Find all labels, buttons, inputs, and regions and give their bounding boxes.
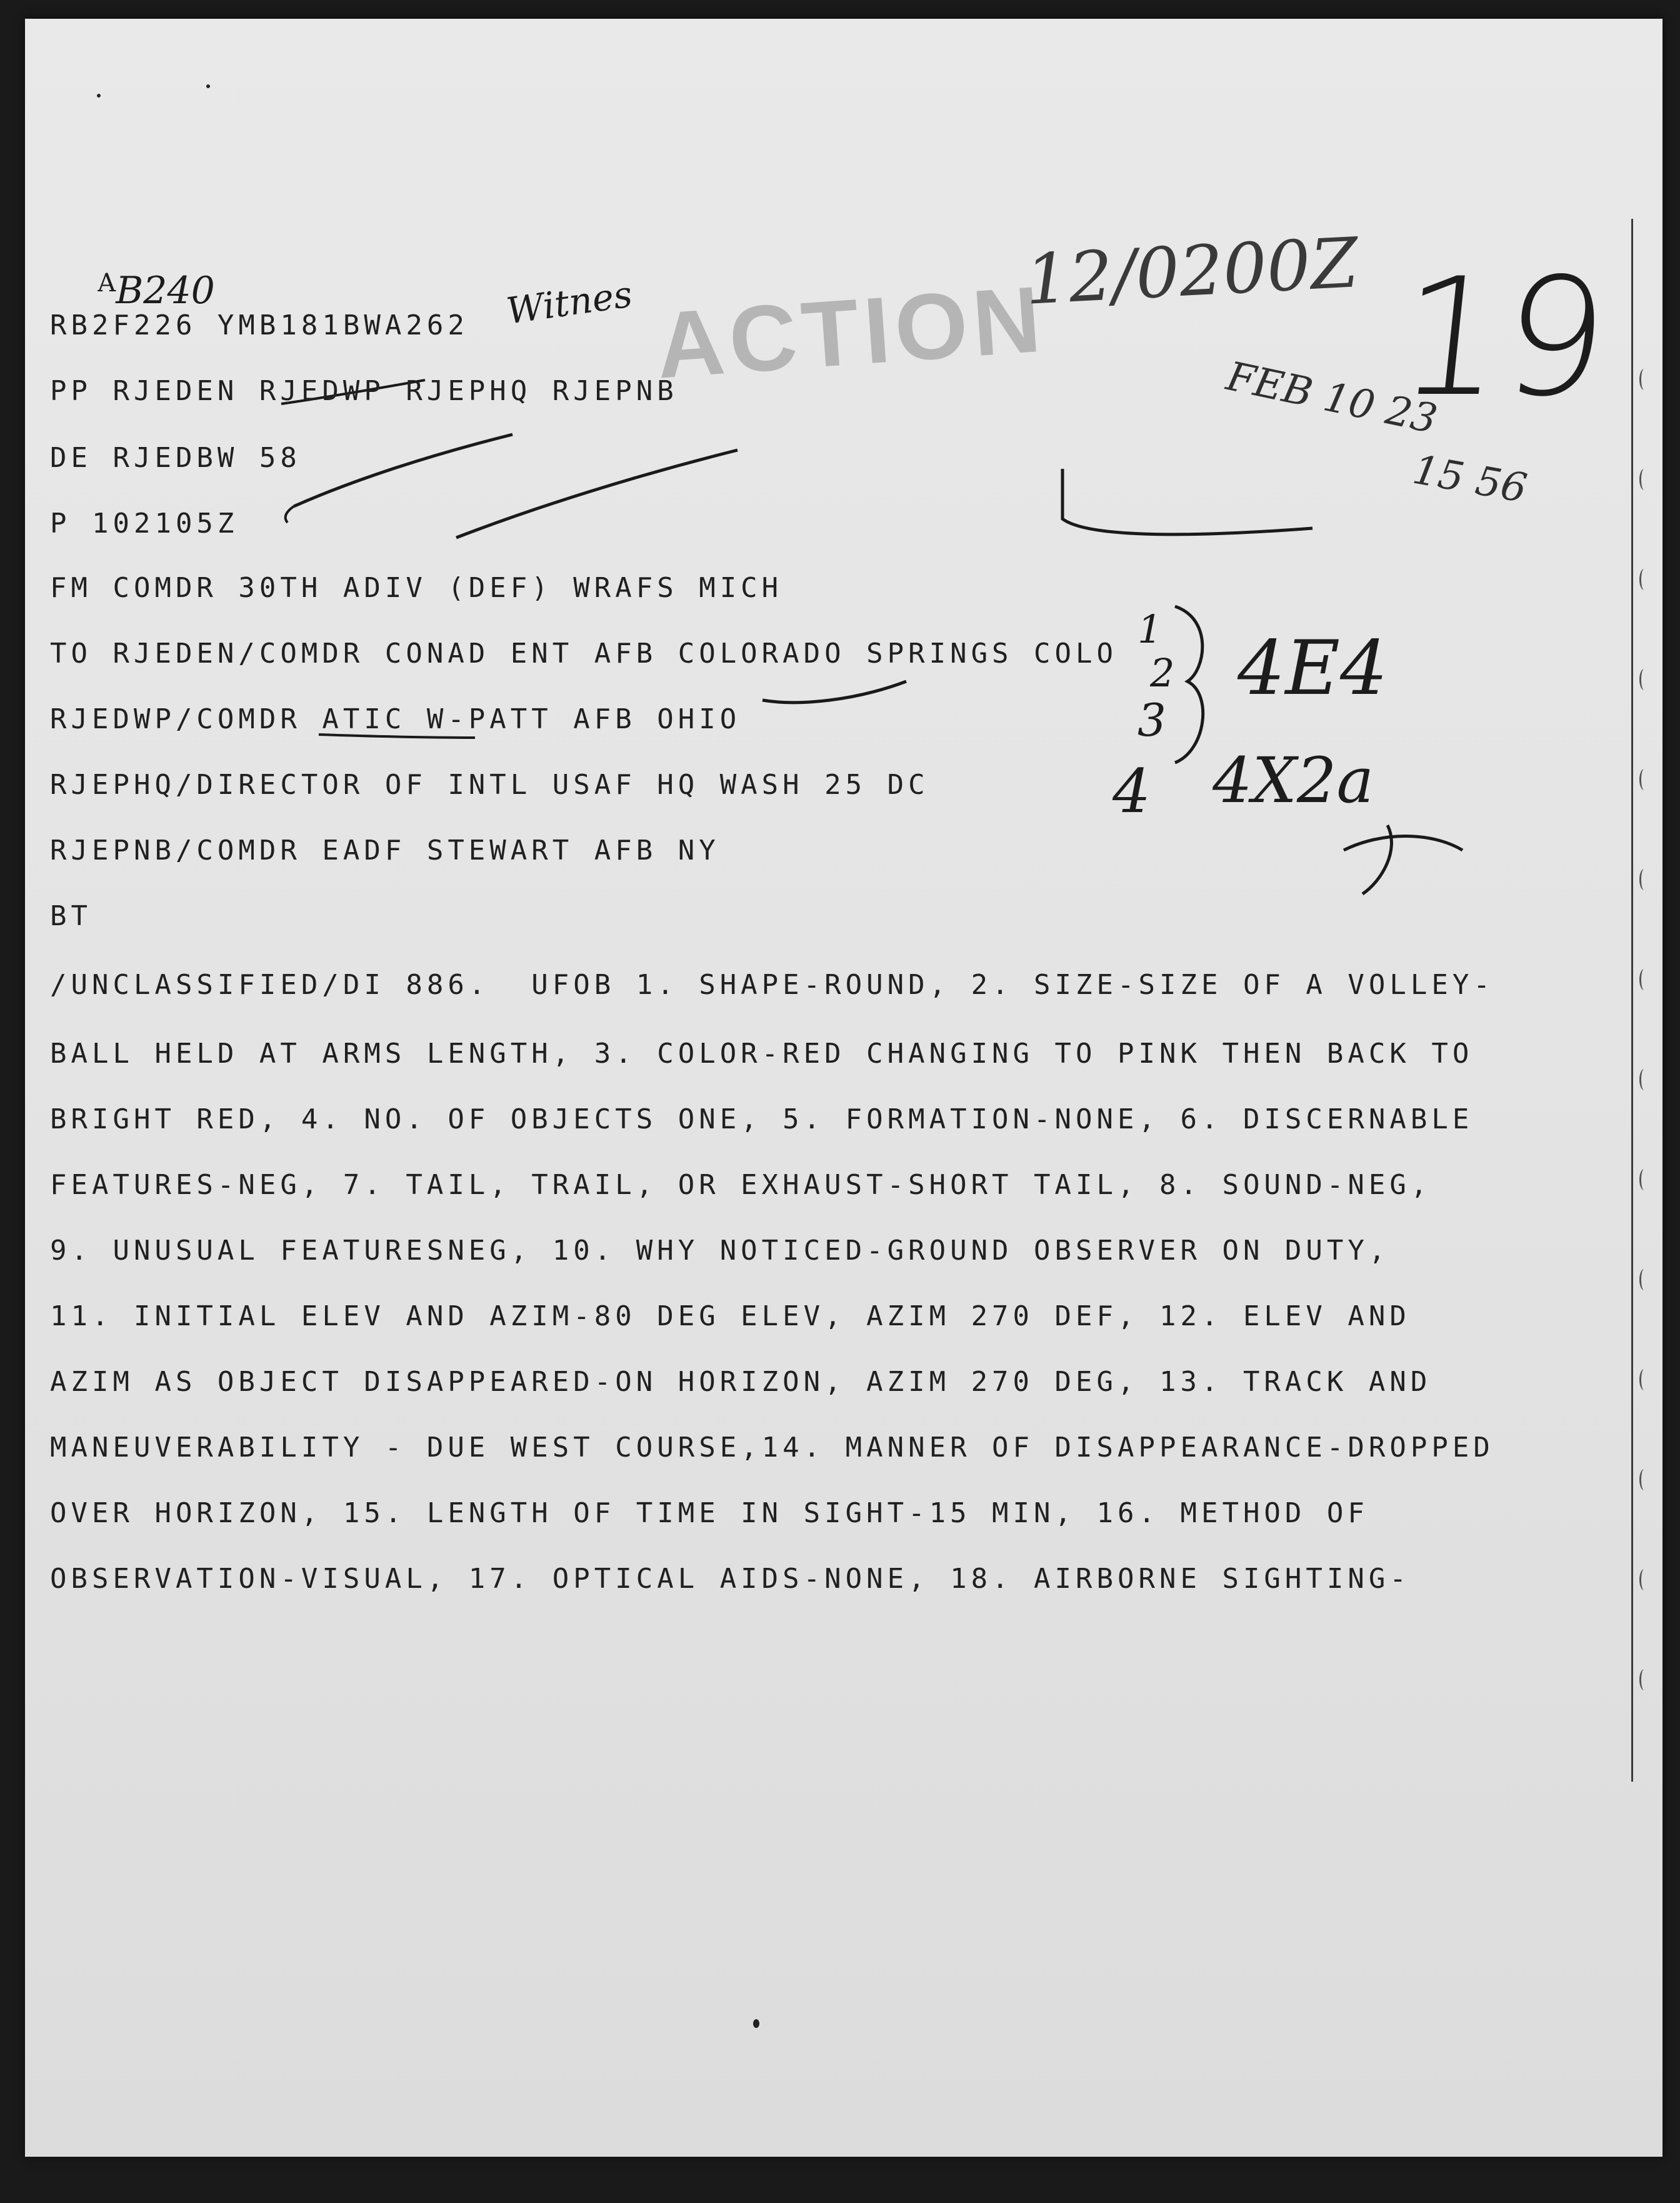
- feed-hole: [1639, 1469, 1649, 1490]
- feed-hole: [1639, 1069, 1649, 1090]
- routing-bracket: [1175, 606, 1203, 763]
- routing-number-4: 4: [1112, 756, 1151, 826]
- feed-hole: [1639, 469, 1649, 490]
- ink-stroke-station: [294, 434, 512, 506]
- page-number: 19: [1390, 244, 1617, 433]
- file-ref-number: B240: [116, 269, 215, 313]
- dtg-line: P 102105Z: [50, 508, 239, 539]
- routing-id-line: RB2F226 YMB181BWA262: [50, 309, 469, 341]
- handwritten-file-ref: $^A$B240: [98, 269, 215, 313]
- break-line: BT: [50, 900, 92, 932]
- ink-tick-station: [286, 506, 294, 523]
- body-line: FEATURES-NEG, 7. TAIL, TRAIL, OR EXHAUST-SHORT TAIL, 8. SOUND-NEG,: [50, 1169, 1432, 1201]
- ink-stroke-dtg: [456, 450, 738, 538]
- body-line: BRIGHT RED, 4. NO. OF OBJECTS ONE, 5. FORMATION-NONE, 6. DISCERNABLE: [50, 1103, 1474, 1135]
- body-line: 9. UNUSUAL FEATURESNEG, 10. WHY NOTICED-GROUND OBSERVER ON DUTY,: [50, 1235, 1390, 1267]
- from-line: FM COMDR 30TH ADIV (DEF) WRAFS MICH: [50, 572, 783, 604]
- feed-hole: [1639, 1169, 1649, 1190]
- ink-stroke-stamp: [1062, 469, 1312, 534]
- body-line: 11. INITIAL ELEV AND AZIM-80 DEG ELEV, AZIM 270 DEF, 12. ELEV AND: [50, 1300, 1411, 1332]
- tractor-feed-strip: [1631, 219, 1658, 1782]
- routing-code-1: 4E4: [1238, 625, 1388, 712]
- routing-number-3: 3: [1138, 694, 1166, 746]
- ink-speck: [753, 2019, 759, 2028]
- body-line: /UNCLASSIFIED/DI 886. UFOB 1. SHAPE-ROUND, 2. SIZE-SIZE OF A VOLLEY-: [50, 969, 1494, 1001]
- routing-code-2: 4X2a: [1212, 744, 1374, 817]
- body-line: BALL HELD AT ARMS LENGTH, 3. COLOR-RED CHANGING TO PINK THEN BACK TO: [50, 1038, 1474, 1070]
- feed-hole: [1639, 1569, 1649, 1590]
- handwritten-initials: Witnes: [504, 273, 635, 333]
- body-line: OBSERVATION-VISUAL, 17. OPTICAL AIDS-NONE, 18. AIRBORNE SIGHTING-: [50, 1563, 1411, 1595]
- feed-hole: [1639, 1669, 1649, 1690]
- routing-number-2: 2: [1150, 650, 1175, 696]
- routing-number-1: 1: [1138, 606, 1162, 652]
- feed-hole: [1639, 869, 1649, 890]
- received-stamp-date: FEB 10 23: [1222, 353, 1441, 443]
- info-line: RJEPNB/COMDR EADF STEWART AFB NY: [50, 835, 720, 866]
- received-stamp-time: 15 56: [1409, 446, 1531, 513]
- feed-hole: [1639, 1269, 1649, 1290]
- teletype-message-page: [25, 19, 1662, 2157]
- to-line: TO RJEDEN/COMDR CONAD ENT AFB COLORADO SPRINGS COLO: [50, 638, 1118, 670]
- feed-hole: [1639, 969, 1649, 990]
- feed-hole: [1639, 369, 1649, 390]
- ink-speck: [97, 94, 101, 98]
- body-line: OVER HORIZON, 15. LENGTH OF TIME IN SIGHT-15 MIN, 16. METHOD OF: [50, 1497, 1369, 1529]
- station-line: DE RJEDBW 58: [50, 442, 301, 474]
- feed-hole: [1639, 669, 1649, 690]
- feed-hole: [1639, 769, 1649, 790]
- ink-speck: [206, 84, 210, 88]
- feed-hole: [1639, 569, 1649, 590]
- info-line: RJEPHQ/DIRECTOR OF INTL USAF HQ WASH 25 DC: [50, 769, 929, 801]
- initials-squiggle: [1344, 825, 1462, 894]
- body-line: AZIM AS OBJECT DISAPPEARED-ON HORIZON, AZIM 270 DEG, 13. TRACK AND: [50, 1366, 1432, 1398]
- ink-check-atic: [762, 681, 906, 703]
- action-stamp: ACTION: [652, 266, 1049, 398]
- handwritten-dtg: 12/0200Z: [1023, 223, 1361, 320]
- info-line: RJEDWP/COMDR ATIC W-PATT AFB OHIO: [50, 703, 741, 735]
- precedence-line: PP RJEDEN RJEDWP RJEPHQ RJEPNB: [50, 375, 678, 407]
- feed-hole: [1639, 1369, 1649, 1390]
- body-line: MANEUVERABILITY - DUE WEST COURSE,14. MANNER OF DISAPPEARANCE-DROPPED: [50, 1432, 1494, 1463]
